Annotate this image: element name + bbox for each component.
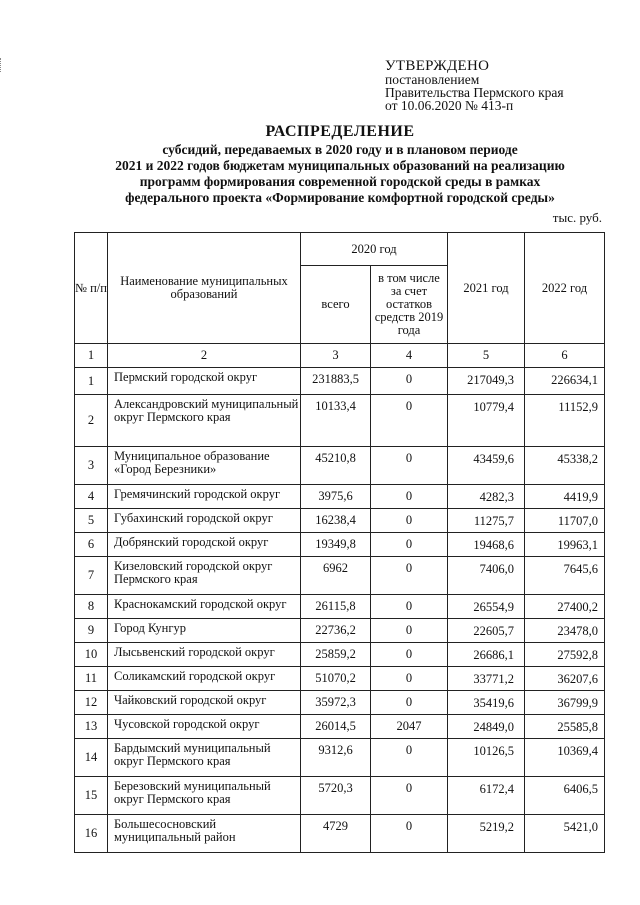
municipality-name-cell: Соликамский городской округ	[108, 667, 301, 691]
table-row	[75, 533, 605, 557]
amount-2022-cell: 4419,9	[525, 485, 605, 509]
total-2020-cell: 25859,2	[301, 643, 371, 667]
municipality-name-cell: Большесосновский муниципальный район	[108, 815, 301, 853]
row-number-cell: 4	[75, 485, 108, 509]
approval-block	[385, 60, 564, 112]
remainder-2019-cell: 0	[371, 815, 448, 853]
units-label: тыс. руб.	[552, 210, 602, 225]
header-2022: 2022 год	[525, 233, 605, 344]
row-number-cell: 16	[75, 815, 108, 853]
remainder-2019-cell: 0	[371, 619, 448, 643]
municipality-name-cell: Гремячинский городской округ	[108, 485, 301, 509]
amount-2022-cell: 11152,9	[525, 395, 605, 447]
total-2020-cell: 35972,3	[301, 691, 371, 715]
subtitle-line-2: 2021 и 2022 годов бюджетам муниципальных образований на реализацию	[115, 158, 565, 173]
table-row	[75, 619, 605, 643]
amount-2022-cell: 36799,9	[525, 691, 605, 715]
row-number-cell: 1	[75, 368, 108, 395]
amount-2022-cell: 7645,6	[525, 557, 605, 595]
total-2020-cell: 10133,4	[301, 395, 371, 447]
amount-2022-cell: 226634,1	[525, 368, 605, 395]
row-number-cell: 3	[75, 447, 108, 485]
amount-2022-cell: 11707,0	[525, 509, 605, 533]
municipality-name-cell: Бардымский муниципальный округ Пермского края	[108, 739, 301, 777]
amount-2021-cell: 43459,6	[448, 447, 525, 485]
index-cell: 1	[75, 344, 108, 368]
amount-2021-cell: 5219,2	[448, 815, 525, 853]
amount-2021-cell: 4282,3	[448, 485, 525, 509]
subtitle-line-4: федерального проекта «Формирование комфортной городской среды»	[125, 190, 555, 205]
table-row	[75, 395, 605, 447]
row-number-cell: 5	[75, 509, 108, 533]
subtitle-line-1: субсидий, передаваемых в 2020 году и в плановом периоде	[162, 142, 518, 157]
amount-2022-cell: 27592,8	[525, 643, 605, 667]
remainder-2019-cell: 0	[371, 739, 448, 777]
document-heading	[40, 123, 640, 205]
municipality-name-cell: Добрянский городской округ	[108, 533, 301, 557]
amount-2022-cell: 36207,6	[525, 667, 605, 691]
amount-2021-cell: 26686,1	[448, 643, 525, 667]
table-row	[75, 643, 605, 667]
amount-2021-cell: 26554,9	[448, 595, 525, 619]
scan-edge-mark	[0, 58, 4, 72]
remainder-2019-cell: 2047	[371, 715, 448, 739]
table-row	[75, 815, 605, 853]
approval-line-3: Правительства Пермского края	[385, 85, 564, 100]
index-cell: 2	[108, 344, 301, 368]
index-cell: 3	[301, 344, 371, 368]
amount-2021-cell: 22605,7	[448, 619, 525, 643]
amount-2022-cell: 5421,0	[525, 815, 605, 853]
amount-2021-cell: 7406,0	[448, 557, 525, 595]
table-row	[75, 509, 605, 533]
document-title: РАСПРЕДЕЛЕНИЕ	[265, 123, 415, 140]
municipality-name-cell: Кизеловский городской округ Пермского края	[108, 557, 301, 595]
approval-heading: УТВЕРЖДЕНО	[385, 58, 490, 74]
amount-2021-cell: 24849,0	[448, 715, 525, 739]
amount-2022-cell: 19963,1	[525, 533, 605, 557]
amount-2021-cell: 33771,2	[448, 667, 525, 691]
row-number-cell: 7	[75, 557, 108, 595]
remainder-2019-cell: 0	[371, 395, 448, 447]
municipality-name-cell: Пермский городской округ	[108, 368, 301, 395]
distribution-table	[74, 232, 605, 853]
municipality-name-cell: Лысьвенский городской округ	[108, 643, 301, 667]
amount-2021-cell: 19468,6	[448, 533, 525, 557]
index-cell: 6	[525, 344, 605, 368]
approval-line-2: постановлением	[385, 72, 480, 87]
amount-2021-cell: 217049,3	[448, 368, 525, 395]
table-row	[75, 715, 605, 739]
municipality-name-cell: Город Кунгур	[108, 619, 301, 643]
total-2020-cell: 51070,2	[301, 667, 371, 691]
header-total: всего	[301, 266, 371, 344]
row-number-cell: 14	[75, 739, 108, 777]
remainder-2019-cell: 0	[371, 485, 448, 509]
amount-2021-cell: 35419,6	[448, 691, 525, 715]
remainder-2019-cell: 0	[371, 691, 448, 715]
total-2020-cell: 16238,4	[301, 509, 371, 533]
municipality-name-cell: Чусовской городской округ	[108, 715, 301, 739]
index-cell: 4	[371, 344, 448, 368]
municipality-name-cell: Муниципальное образование «Город Березники»	[108, 447, 301, 485]
remainder-2019-cell: 0	[371, 557, 448, 595]
total-2020-cell: 45210,8	[301, 447, 371, 485]
table-row	[75, 485, 605, 509]
amount-2022-cell: 6406,5	[525, 777, 605, 815]
municipality-name-cell: Березовский муниципальный округ Пермского края	[108, 777, 301, 815]
table-row	[75, 595, 605, 619]
row-number-cell: 8	[75, 595, 108, 619]
amount-2022-cell: 25585,8	[525, 715, 605, 739]
amount-2021-cell: 11275,7	[448, 509, 525, 533]
remainder-2019-cell: 0	[371, 533, 448, 557]
total-2020-cell: 3975,6	[301, 485, 371, 509]
header-num: № п/п	[75, 233, 108, 344]
total-2020-cell: 231883,5	[301, 368, 371, 395]
total-2020-cell: 26014,5	[301, 715, 371, 739]
header-2021: 2021 год	[448, 233, 525, 344]
table-row	[75, 739, 605, 777]
amount-2022-cell: 10369,4	[525, 739, 605, 777]
remainder-2019-cell: 0	[371, 777, 448, 815]
total-2020-cell: 6962	[301, 557, 371, 595]
header-name: Наименование муниципальных образований	[108, 233, 301, 344]
amount-2021-cell: 10779,4	[448, 395, 525, 447]
row-number-cell: 12	[75, 691, 108, 715]
row-number-cell: 10	[75, 643, 108, 667]
table-row	[75, 368, 605, 395]
amount-2021-cell: 10126,5	[448, 739, 525, 777]
row-number-cell: 11	[75, 667, 108, 691]
remainder-2019-cell: 0	[371, 509, 448, 533]
municipality-name-cell: Краснокамский городской округ	[108, 595, 301, 619]
subtitle-line-3: программ формирования современной городской среды в рамках	[139, 174, 541, 189]
row-number-cell: 2	[75, 395, 108, 447]
municipality-name-cell: Чайковский городской округ	[108, 691, 301, 715]
total-2020-cell: 26115,8	[301, 595, 371, 619]
remainder-2019-cell: 0	[371, 667, 448, 691]
table-row	[75, 667, 605, 691]
row-number-cell: 13	[75, 715, 108, 739]
table-row	[75, 691, 605, 715]
row-number-cell: 9	[75, 619, 108, 643]
header-remainder: в том числе за счет остатков средств 2019 года	[371, 266, 448, 344]
table-row	[75, 777, 605, 815]
total-2020-cell: 5720,3	[301, 777, 371, 815]
amount-2022-cell: 27400,2	[525, 595, 605, 619]
remainder-2019-cell: 0	[371, 643, 448, 667]
row-number-cell: 15	[75, 777, 108, 815]
amount-2022-cell: 23478,0	[525, 619, 605, 643]
remainder-2019-cell: 0	[371, 447, 448, 485]
table-row	[75, 557, 605, 595]
total-2020-cell: 22736,2	[301, 619, 371, 643]
municipality-name-cell: Губахинский городской округ	[108, 509, 301, 533]
approval-line-4: от 10.06.2020 № 413-п	[385, 98, 514, 113]
total-2020-cell: 19349,8	[301, 533, 371, 557]
amount-2022-cell: 45338,2	[525, 447, 605, 485]
row-number-cell: 6	[75, 533, 108, 557]
municipality-name-cell: Александровский муниципальный округ Пермского края	[108, 395, 301, 447]
total-2020-cell: 4729	[301, 815, 371, 853]
remainder-2019-cell: 0	[371, 595, 448, 619]
header-2020: 2020 год	[301, 233, 448, 266]
total-2020-cell: 9312,6	[301, 739, 371, 777]
column-index-row	[75, 344, 605, 368]
remainder-2019-cell: 0	[371, 368, 448, 395]
index-cell: 5	[448, 344, 525, 368]
table-row	[75, 447, 605, 485]
amount-2021-cell: 6172,4	[448, 777, 525, 815]
